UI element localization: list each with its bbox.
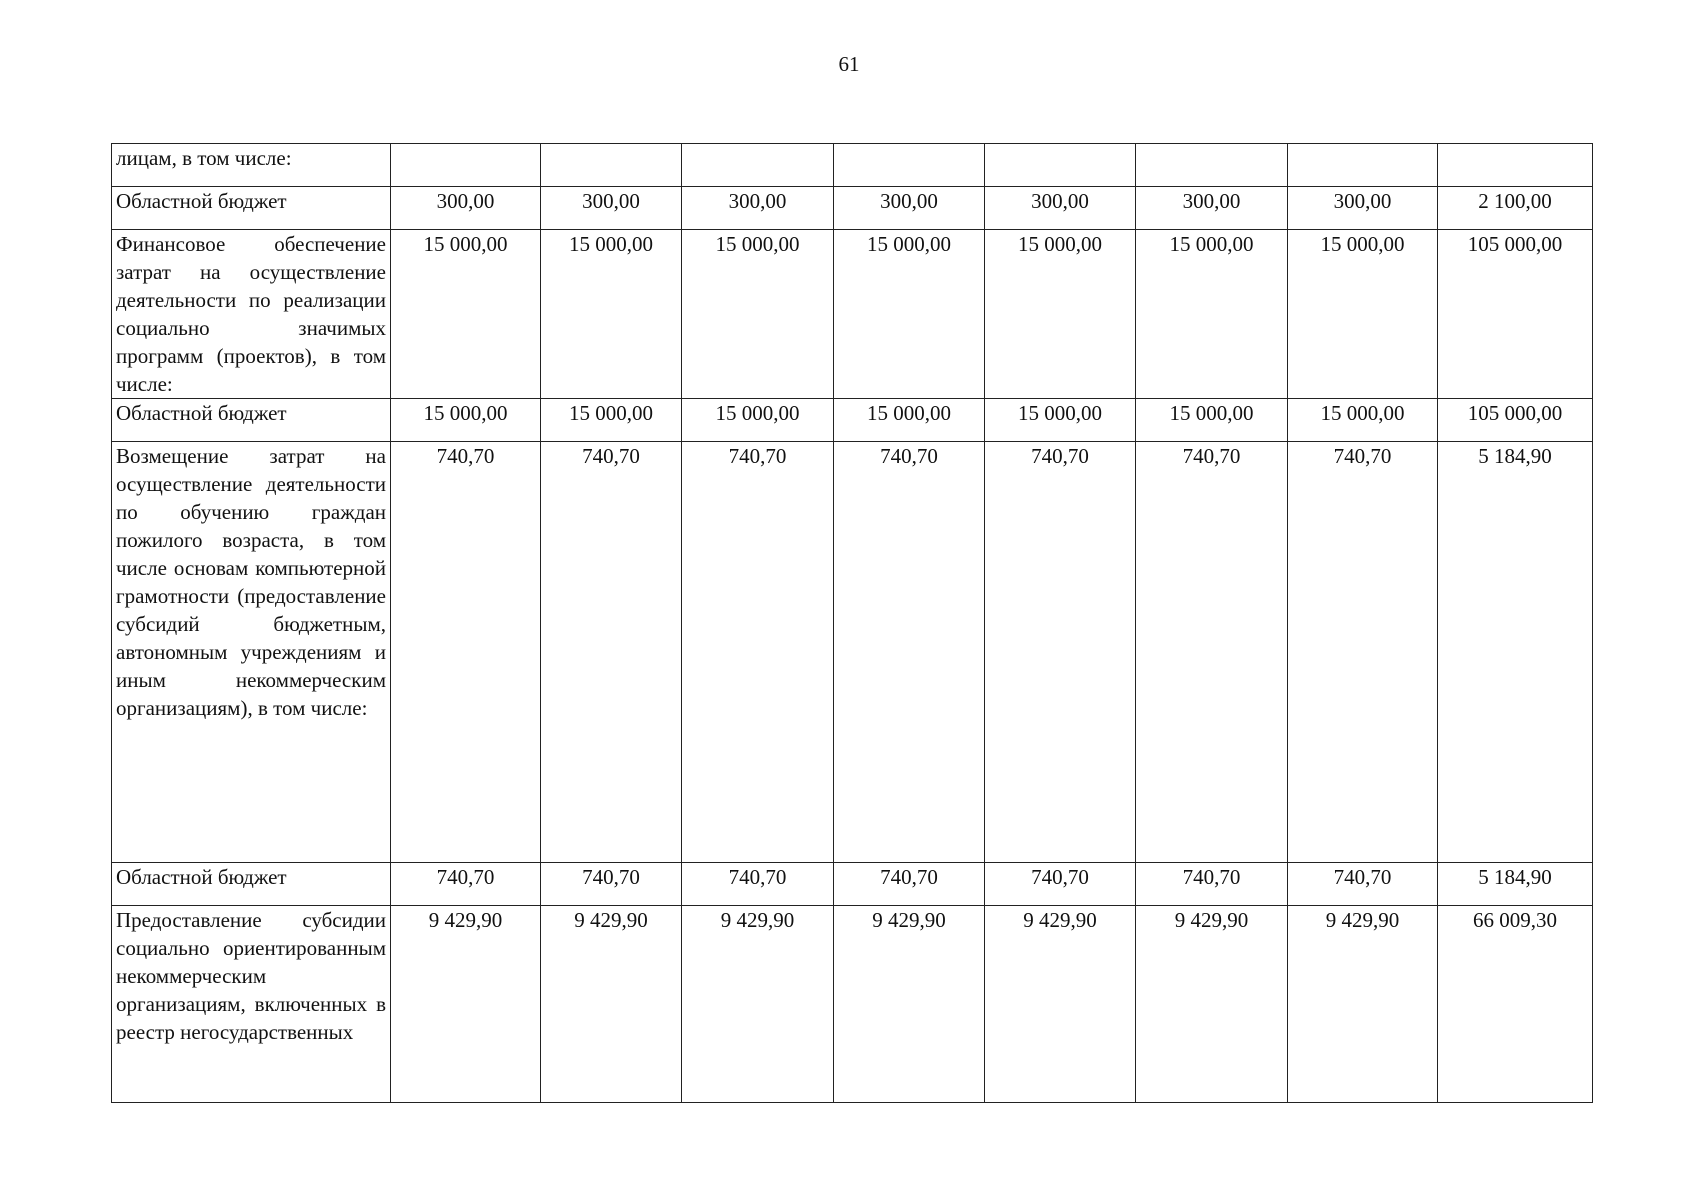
value-cell: 740,70 bbox=[834, 863, 985, 906]
value-cell: 740,70 bbox=[985, 863, 1136, 906]
value-cell: 740,70 bbox=[1136, 863, 1288, 906]
value-cell: 15 000,00 bbox=[682, 230, 834, 399]
total-cell: 105 000,00 bbox=[1438, 399, 1593, 442]
value-cell: 9 429,90 bbox=[1136, 906, 1288, 1103]
value-cell: 15 000,00 bbox=[391, 230, 541, 399]
value-cell: 740,70 bbox=[834, 442, 985, 863]
table-row bbox=[112, 187, 1593, 230]
total-cell: 66 009,30 bbox=[1438, 906, 1593, 1103]
row-label: Финансовое обеспечение затрат на осуществление деятельности по реализации социально значимых программ (проектов), в том числе: bbox=[112, 230, 391, 399]
total-cell: 5 184,90 bbox=[1438, 442, 1593, 863]
value-cell: 15 000,00 bbox=[1136, 230, 1288, 399]
value-cell bbox=[541, 144, 682, 187]
value-cell: 740,70 bbox=[541, 863, 682, 906]
row-label: Областной бюджет bbox=[112, 187, 391, 230]
value-cell: 15 000,00 bbox=[985, 230, 1136, 399]
table-body bbox=[112, 144, 1593, 1103]
value-cell: 740,70 bbox=[391, 863, 541, 906]
value-cell: 300,00 bbox=[1136, 187, 1288, 230]
value-cell: 300,00 bbox=[985, 187, 1136, 230]
value-cell: 740,70 bbox=[1288, 863, 1438, 906]
value-cell: 15 000,00 bbox=[682, 399, 834, 442]
value-cell: 300,00 bbox=[1288, 187, 1438, 230]
row-label: Предоставление субсидии социально ориентированным некоммерческим организациям, включенных в реестр негосударственных bbox=[112, 906, 391, 1103]
budget-table bbox=[111, 143, 1593, 1103]
value-cell: 300,00 bbox=[834, 187, 985, 230]
value-cell bbox=[391, 144, 541, 187]
value-cell: 15 000,00 bbox=[985, 399, 1136, 442]
value-cell: 9 429,90 bbox=[391, 906, 541, 1103]
value-cell bbox=[985, 144, 1136, 187]
row-label: Возмещение затрат на осуществление деятельности по обучению граждан пожилого возраста, в том числе основам компьютерной грамотности (предоставление субсидий бюджетным, автономным учреждениям и иным некоммерческим организациям), в том числе: bbox=[112, 442, 391, 863]
value-cell: 9 429,90 bbox=[834, 906, 985, 1103]
table-row bbox=[112, 863, 1593, 906]
table-row bbox=[112, 230, 1593, 399]
value-cell bbox=[834, 144, 985, 187]
value-cell: 740,70 bbox=[541, 442, 682, 863]
value-cell: 300,00 bbox=[682, 187, 834, 230]
value-cell: 15 000,00 bbox=[391, 399, 541, 442]
value-cell: 15 000,00 bbox=[834, 399, 985, 442]
total-cell bbox=[1438, 144, 1593, 187]
value-cell: 300,00 bbox=[541, 187, 682, 230]
value-cell: 15 000,00 bbox=[541, 230, 682, 399]
total-cell: 2 100,00 bbox=[1438, 187, 1593, 230]
value-cell: 740,70 bbox=[1288, 442, 1438, 863]
row-label: лицам, в том числе: bbox=[112, 144, 391, 187]
value-cell bbox=[682, 144, 834, 187]
page-number: 61 bbox=[838, 52, 860, 76]
value-cell bbox=[1136, 144, 1288, 187]
value-cell: 9 429,90 bbox=[985, 906, 1136, 1103]
row-label: Областной бюджет bbox=[112, 863, 391, 906]
value-cell: 15 000,00 bbox=[1288, 399, 1438, 442]
value-cell: 15 000,00 bbox=[1288, 230, 1438, 399]
value-cell: 15 000,00 bbox=[541, 399, 682, 442]
value-cell: 740,70 bbox=[391, 442, 541, 863]
value-cell: 15 000,00 bbox=[1136, 399, 1288, 442]
value-cell: 300,00 bbox=[391, 187, 541, 230]
value-cell: 9 429,90 bbox=[541, 906, 682, 1103]
value-cell bbox=[1288, 144, 1438, 187]
value-cell: 740,70 bbox=[682, 863, 834, 906]
total-cell: 5 184,90 bbox=[1438, 863, 1593, 906]
table-row bbox=[112, 442, 1593, 863]
value-cell: 15 000,00 bbox=[834, 230, 985, 399]
value-cell: 9 429,90 bbox=[1288, 906, 1438, 1103]
value-cell: 740,70 bbox=[1136, 442, 1288, 863]
table-row bbox=[112, 144, 1593, 187]
value-cell: 740,70 bbox=[682, 442, 834, 863]
total-cell: 105 000,00 bbox=[1438, 230, 1593, 399]
table-row bbox=[112, 399, 1593, 442]
table-row bbox=[112, 906, 1593, 1103]
value-cell: 9 429,90 bbox=[682, 906, 834, 1103]
row-label: Областной бюджет bbox=[112, 399, 391, 442]
value-cell: 740,70 bbox=[985, 442, 1136, 863]
